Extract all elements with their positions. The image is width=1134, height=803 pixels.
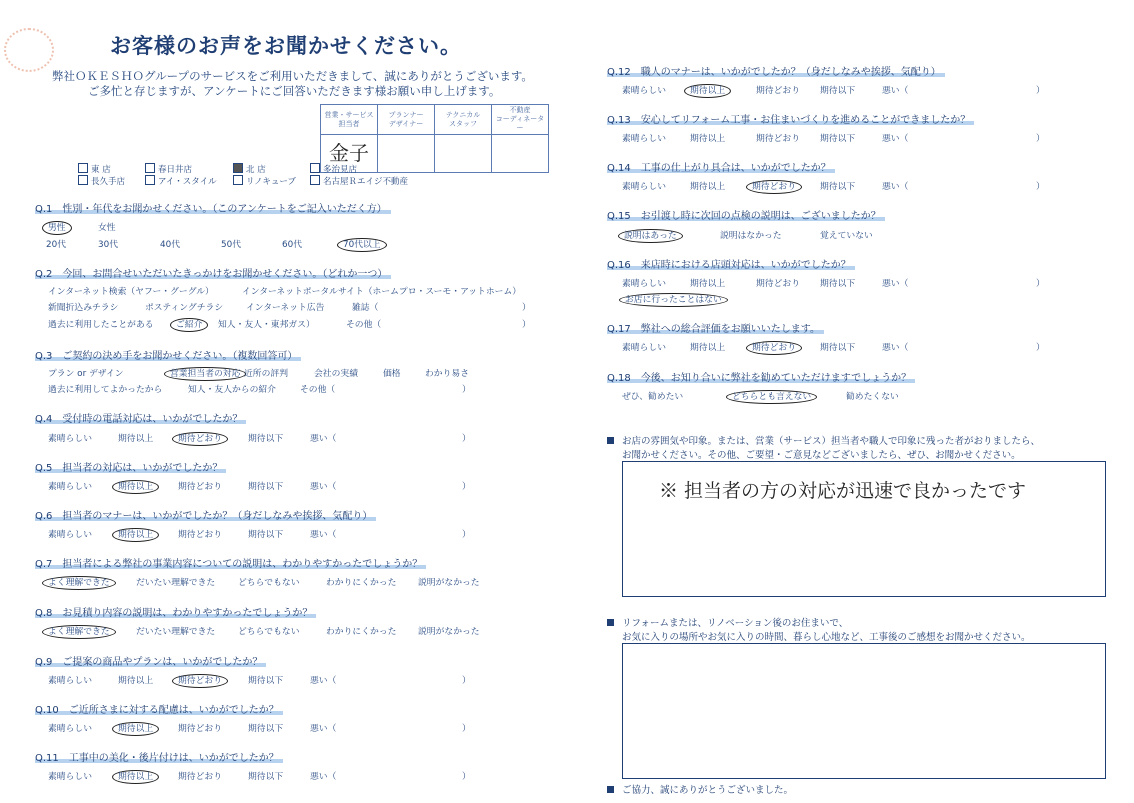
- q13-bracket: ）: [1036, 134, 1045, 144]
- q6-option[interactable]: 期待以下: [248, 530, 284, 540]
- q11-label: Q.11 工事中の美化・後片付けは、いかがでしたか？: [35, 753, 283, 764]
- q12-bracket: ）: [1036, 86, 1045, 96]
- q4-bracket: ）: [462, 434, 471, 444]
- bullet-square-icon: [607, 786, 614, 793]
- q5-option[interactable]: 悪い（: [310, 482, 337, 492]
- q2-label: Q.2 今回、お問合せいただいたきっかけをお聞かせください。（どれか一つ）: [35, 269, 391, 280]
- q3-option[interactable]: わかり易さ: [425, 369, 469, 379]
- q11-option[interactable]: 素晴らしい: [48, 772, 92, 782]
- q1-gender-female[interactable]: 女性: [98, 223, 116, 233]
- q2-option[interactable]: 知人・友人・東邦ガス）: [218, 320, 315, 330]
- q10-option-selected[interactable]: 期待以上: [112, 722, 159, 736]
- staff-cell[interactable]: [378, 135, 435, 173]
- q2-option[interactable]: インターネット検索（ヤフー・グーグル）: [48, 287, 214, 297]
- q10-option[interactable]: 期待以下: [248, 724, 284, 734]
- q6-option[interactable]: 素晴らしい: [48, 530, 92, 540]
- q5-option[interactable]: 期待どおり: [178, 482, 222, 492]
- q3-option[interactable]: 過去に利用してよかったから: [48, 385, 163, 395]
- q10-option[interactable]: 悪い（: [310, 724, 337, 734]
- q14-option[interactable]: 期待以上: [690, 182, 726, 192]
- q1-age[interactable]: 40代: [160, 240, 180, 250]
- q14-label: Q.14 工事の仕上がり具合は、いかがでしたか？: [607, 163, 835, 174]
- q17-option[interactable]: 期待以上: [690, 343, 726, 353]
- q11-option[interactable]: 悪い（: [310, 772, 337, 782]
- q9-option[interactable]: 期待以下: [248, 676, 284, 686]
- q7-option[interactable]: どちらでもない: [238, 578, 300, 588]
- q1-gender-male[interactable]: 男性: [42, 221, 72, 235]
- q11-bracket: ）: [462, 772, 471, 782]
- q7-option-selected[interactable]: よく理解できた: [42, 576, 116, 590]
- q13-option[interactable]: 期待以下: [820, 134, 856, 144]
- q7-label: Q.7 担当者による弊社の事業内容についての説明は、わかりやすかったでしょうか？: [35, 559, 426, 570]
- q11-option-selected[interactable]: 期待以上: [112, 770, 159, 784]
- q1-label: Q.1 性別・年代をお聞かせください。（このアンケートをご記入いただく方）: [35, 204, 391, 215]
- q12-option-selected[interactable]: 期待以上: [684, 84, 731, 98]
- q11-option[interactable]: 期待どおり: [178, 772, 222, 782]
- q18-label: Q.18 今後、お知り合いに弊社を勧めていただけますでしょうか？: [607, 373, 915, 384]
- q16-option[interactable]: 悪い（: [882, 279, 909, 289]
- q3-option[interactable]: 会社の実績: [314, 369, 358, 379]
- q2-bracket: ）: [522, 303, 531, 313]
- q8-option[interactable]: だいたい理解できた: [136, 627, 216, 637]
- q12-option[interactable]: 期待どおり: [756, 86, 800, 96]
- q5-option[interactable]: 期待以下: [248, 482, 284, 492]
- store-option[interactable]: 北 店: [233, 163, 266, 175]
- q2-option[interactable]: ポスティングチラシ: [145, 303, 224, 313]
- checkbox-icon: [310, 163, 320, 173]
- checkbox-icon: [78, 175, 88, 185]
- page-title: お客様のお声をお聞かせください。: [110, 34, 462, 58]
- intro-line-2: ご多忙と存じますが、アンケートにご回答いただきます様お願い申し上げます。: [88, 84, 501, 98]
- q17-option[interactable]: 期待以下: [820, 343, 856, 353]
- store-option[interactable]: 長久手店: [78, 175, 125, 187]
- q2-bracket: ）: [522, 320, 531, 330]
- q17-option[interactable]: 悪い（: [882, 343, 909, 353]
- q6-option[interactable]: 期待どおり: [178, 530, 222, 540]
- q10-option[interactable]: 期待どおり: [178, 724, 222, 734]
- checkbox-icon: [145, 163, 155, 173]
- q5-label: Q.5 担当者の対応は、いかがでしたか？: [35, 463, 226, 474]
- q16-option[interactable]: 期待以上: [690, 279, 726, 289]
- q3-option[interactable]: 近所の評判: [244, 369, 288, 379]
- q10-bracket: ）: [462, 724, 471, 734]
- q9-bracket: ）: [462, 676, 471, 686]
- thanks-text: ご協力、誠にありがとうございました。: [622, 785, 794, 796]
- checkbox-icon: [233, 175, 243, 185]
- q3-bracket: ）: [462, 385, 471, 395]
- staff-header: テクニカル スタッフ: [435, 105, 492, 135]
- staff-cell[interactable]: [492, 135, 549, 173]
- q9-option[interactable]: 素晴らしい: [48, 676, 92, 686]
- q12-option[interactable]: 悪い（: [882, 86, 909, 96]
- q5-option-selected[interactable]: 期待以上: [112, 480, 159, 494]
- q17-bracket: ）: [1036, 343, 1045, 353]
- q2-option[interactable]: 新聞折込みチラシ: [48, 303, 119, 313]
- q3-option[interactable]: 知人・友人からの紹介: [188, 385, 276, 395]
- q6-option-selected[interactable]: 期待以上: [112, 528, 159, 542]
- bullet-square-icon: [607, 437, 614, 444]
- q17-label: Q.17 弊社への総合評価をお願いいたします。: [607, 324, 824, 335]
- q13-option[interactable]: 素晴らしい: [622, 134, 666, 144]
- q18-option[interactable]: 勧めたくない: [846, 392, 899, 402]
- q16-option[interactable]: 期待以下: [820, 279, 856, 289]
- q6-bracket: ）: [462, 530, 471, 540]
- q13-option[interactable]: 期待どおり: [756, 134, 800, 144]
- staff-signature[interactable]: 金子: [321, 135, 378, 173]
- q2-option[interactable]: 雑誌（: [352, 303, 379, 313]
- q10-label: Q.10 ご近所さまに対する配慮は、いかがでしたか？: [35, 705, 283, 716]
- bullet-square-icon: [607, 619, 614, 626]
- q16-label: Q.16 来店時における店頭対応は、いかがでしたか？: [607, 260, 855, 271]
- q15-option-selected[interactable]: 説明はあった: [618, 229, 683, 243]
- q16-bracket: ）: [1036, 279, 1045, 289]
- checkbox-icon: [310, 175, 320, 185]
- q4-option-selected[interactable]: 期待どおり: [172, 432, 228, 446]
- q17-option[interactable]: 素晴らしい: [622, 343, 666, 353]
- q3-option[interactable]: プラン or デザイン: [48, 369, 124, 379]
- q17-option-selected[interactable]: 期待どおり: [746, 341, 802, 355]
- seal-stamp: [4, 28, 54, 72]
- store-option[interactable]: 多治見店: [310, 163, 357, 175]
- q12-option[interactable]: 素晴らしい: [622, 86, 666, 96]
- q9-label: Q.9 ご提案の商品やプランは、いかがでしたか？: [35, 657, 266, 668]
- comment1-handwritten: ※ 担当者の方の対応が迅速で良かったです: [659, 480, 1027, 502]
- q4-label: Q.4 受付時の電話対応は、いかがでしたか？: [35, 414, 246, 425]
- q14-option[interactable]: 期待以下: [820, 182, 856, 192]
- checked-checkbox-icon: [233, 163, 243, 173]
- q7-option[interactable]: 説明がなかった: [418, 578, 480, 588]
- store-option[interactable]: 春日井店: [145, 163, 192, 175]
- checkbox-icon: [145, 175, 155, 185]
- q4-option[interactable]: 期待以下: [248, 434, 284, 444]
- q5-option[interactable]: 素晴らしい: [48, 482, 92, 492]
- q6-label: Q.6 担当者のマナーは、いかがでしたか？（身だしなみや挨拶、気配り）: [35, 511, 376, 522]
- q3-label: Q.3 ご契約の決め手をお聞かせください。（複数回答可）: [35, 351, 301, 362]
- checkbox-icon: [78, 163, 88, 173]
- q14-option[interactable]: 素晴らしい: [622, 182, 666, 192]
- comment2-prompt-1: リフォームまたは、リノベーション後のお住まいで、: [622, 618, 849, 629]
- q2-option[interactable]: インターネットポータルサイト（ホームプロ・スーモ・アットホーム）: [242, 287, 522, 297]
- q13-option[interactable]: 悪い（: [882, 134, 909, 144]
- q3-option[interactable]: その他（: [300, 385, 336, 395]
- q12-label: Q.12 職人のマナーは、いかがでしたか？（身だしなみや挨拶、気配り）: [607, 67, 945, 78]
- comment1-box[interactable]: [622, 461, 1106, 597]
- q16-option[interactable]: 素晴らしい: [622, 279, 666, 289]
- q13-option[interactable]: 期待以上: [690, 134, 726, 144]
- q5-bracket: ）: [462, 482, 471, 492]
- q16-option[interactable]: 期待どおり: [756, 279, 800, 289]
- q12-option[interactable]: 期待以下: [820, 86, 856, 96]
- q8-option[interactable]: どちらでもない: [238, 627, 300, 637]
- q14-bracket: ）: [1036, 182, 1045, 192]
- comment2-box[interactable]: [622, 643, 1106, 779]
- q8-label: Q.8 お見積り内容の説明は、わかりやすかったでしょうか？: [35, 608, 316, 619]
- q8-option-selected[interactable]: よく理解できた: [42, 625, 116, 639]
- staff-cell[interactable]: [435, 135, 492, 173]
- q7-option[interactable]: だいたい理解できた: [136, 578, 216, 588]
- staff-header: 不動産 コーディネーター: [492, 105, 549, 135]
- store-option[interactable]: 名古屋Ｒエイジ不動産: [310, 175, 408, 187]
- q2-option[interactable]: 過去に利用したことがある: [48, 320, 154, 330]
- q11-option[interactable]: 期待以下: [248, 772, 284, 782]
- q18-option[interactable]: ぜひ、勧めたい: [622, 392, 684, 402]
- q10-option[interactable]: 素晴らしい: [48, 724, 92, 734]
- q4-option[interactable]: 期待以上: [118, 434, 154, 444]
- q15-option[interactable]: 説明はなかった: [720, 231, 782, 241]
- q7-option[interactable]: わかりにくかった: [326, 578, 397, 588]
- q9-option[interactable]: 期待以上: [118, 676, 154, 686]
- q14-option-selected[interactable]: 期待どおり: [746, 180, 802, 194]
- q8-option[interactable]: わかりにくかった: [326, 627, 397, 637]
- q1-age-selected[interactable]: 70代以上: [337, 238, 387, 252]
- q3-option[interactable]: 価格: [383, 369, 401, 379]
- q4-option[interactable]: 悪い（: [310, 434, 337, 444]
- comment1-prompt-2: お聞かせください。その他、ご要望・ご意見などございましたら、ぜひ、お聞かせください。: [622, 450, 1021, 461]
- q8-option[interactable]: 説明がなかった: [418, 627, 480, 637]
- q1-age[interactable]: 20代: [46, 240, 66, 250]
- q6-option[interactable]: 悪い（: [310, 530, 337, 540]
- q1-age[interactable]: 60代: [282, 240, 302, 250]
- q2-option[interactable]: その他（: [346, 320, 382, 330]
- store-option[interactable]: リノキューブ: [233, 175, 296, 187]
- q15-label: Q.15 お引渡し時に次回の点検の説明は、ございましたか？: [607, 211, 885, 222]
- q4-option[interactable]: 素晴らしい: [48, 434, 92, 444]
- q1-age[interactable]: 50代: [221, 240, 241, 250]
- intro-line-1: 弊社ＯＫＥＳＨＯグループのサービスをご利用いただきまして、誠にありがとうございます。: [52, 69, 533, 83]
- q15-option[interactable]: 覚えていない: [820, 231, 873, 241]
- q1-age[interactable]: 30代: [98, 240, 118, 250]
- q16-extra-selected[interactable]: お店に行ったことはない: [619, 293, 728, 307]
- q3-option-selected[interactable]: 営業担当者の対応: [164, 367, 246, 381]
- q18-option-selected[interactable]: どちらとも言えない: [726, 390, 817, 404]
- comment1-prompt-1: お店の雰囲気や印象。または、営業（サービス）担当者や職人で印象に残った者がおりましたら、: [622, 436, 1041, 447]
- q14-option[interactable]: 悪い（: [882, 182, 909, 192]
- staff-header: プランナー デザイナー: [378, 105, 435, 135]
- q13-label: Q.13 安心してリフォーム工事・お住まいづくりを進めることができましたか？: [607, 115, 974, 126]
- q2-option[interactable]: インターネット広告: [246, 303, 325, 313]
- comment2-prompt-2: お気に入りの場所やお気に入りの時間、暮らし心地など、工事後のご感想をお聞かせください。: [622, 632, 1031, 643]
- q9-option-selected[interactable]: 期待どおり: [172, 674, 228, 688]
- q2-option-selected[interactable]: ご紹介: [170, 318, 208, 332]
- q9-option[interactable]: 悪い（: [310, 676, 337, 686]
- staff-header: 営業・サービス 担当者: [321, 105, 378, 135]
- store-option[interactable]: 東 店: [78, 163, 111, 175]
- store-option[interactable]: アイ・スタイル: [145, 175, 217, 187]
